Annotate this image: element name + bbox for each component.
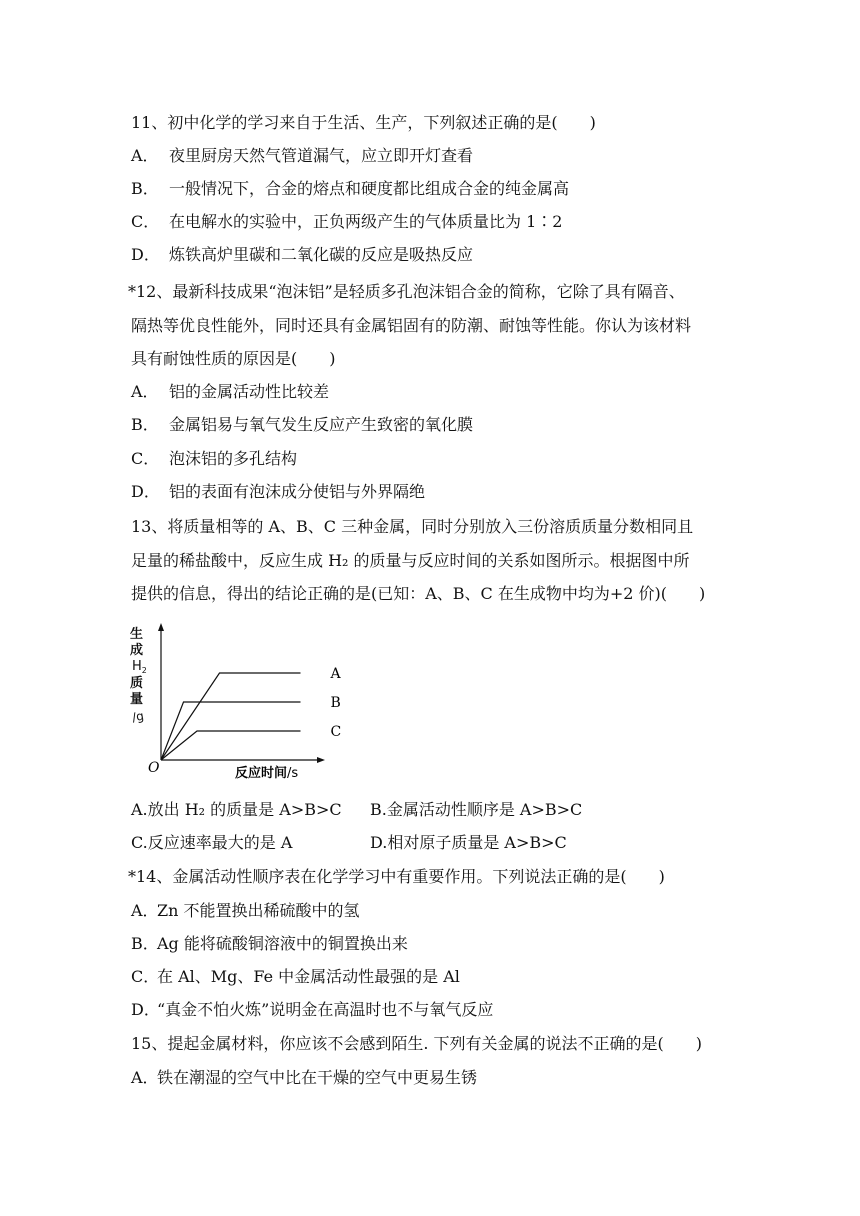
question-12-option-b <box>131 414 473 436</box>
question-13-option-c: C.反应速率最大的是 A <box>131 833 293 852</box>
question-12-stem-line-1: *12、最新科技成果“泡沫铝”是轻质多孔泡沫铝合金的简称，它除了具有隔音、 <box>128 282 685 301</box>
question-11-option-b <box>131 178 569 200</box>
option-text: 一般情况下，合金的熔点和硬度都比组成合金的纯金属高 <box>169 179 570 198</box>
option-letter: C． <box>131 449 160 468</box>
question-13-stem-line-3: 提供的信息，得出的结论正确的是(已知：A、B、C 在生成物中均为+2 价)( ) <box>131 584 706 603</box>
option-letter: A． <box>131 901 159 920</box>
option-text: Zn 不能置换出稀硫酸中的氢 <box>157 901 360 920</box>
option-letter: A． <box>131 382 159 401</box>
question-14-option-d <box>131 999 493 1021</box>
question-14-stem: *14、金属活动性顺序表在化学学习中有重要作用。下列说法正确的是( ) <box>128 867 665 886</box>
question-14-option-c <box>131 966 460 988</box>
option-text: 金属铝易与氧气发生反应产生致密的氧化膜 <box>169 415 474 434</box>
question-13-options-row-1 <box>131 799 582 821</box>
question-15-stem: 15、提起金属材料，你应该不会感到陌生. 下列有关金属的说法不正确的是( ) <box>131 1034 703 1053</box>
y-axis-label-4: 质 <box>130 676 144 691</box>
option-letter: B． <box>131 415 159 434</box>
series-line-c <box>161 731 301 760</box>
question-11-stem: 11、初中化学的学习来自于生活、生产，下列叙述正确的是( ) <box>131 113 596 132</box>
question-12-stem-line-3: 具有耐蚀性质的原因是( ) <box>131 349 336 368</box>
question-13-stem-line-2: 足量的稀盐酸中，反应生成 H₂ 的质量与反应时间的关系如图所示。根据图中所 <box>131 551 690 570</box>
y-axis-label-1: 生 <box>130 627 144 642</box>
question-12-option-d <box>131 481 425 503</box>
option-text: 在 Al、Mg、Fe 中金属活动性最强的是 Al <box>157 967 460 986</box>
question-11-option-c <box>131 211 562 233</box>
y-axis-label-5: 量 <box>130 692 144 707</box>
option-text: “真金不怕火炼”说明金在高温时也不与氧气反应 <box>157 1000 494 1019</box>
option-letter: C． <box>131 967 160 986</box>
question-12-stem-line-2: 隔热等优良性能外，同时还具有金属铝固有的防潮、耐蚀等性能。你认为该材料 <box>131 316 692 335</box>
option-text: 铝的金属活动性比较差 <box>169 382 330 401</box>
question-11-option-a <box>131 145 473 167</box>
x-axis-label: 反应时间/s <box>235 766 299 781</box>
y-axis-label-6: /g <box>131 708 145 725</box>
option-text: 炼铁高炉里碳和二氧化碳的反应是吸热反应 <box>169 245 474 264</box>
option-text: 夜里厨房天然气管道漏气，应立即开灯查看 <box>169 146 474 165</box>
question-13-stem-line-1: 13、将质量相等的 A、B、C 三种金属，同时分别放入三份溶质质量分数相同且 <box>131 517 694 536</box>
question-13-option-d: D.相对原子质量是 A>B>C <box>370 833 567 852</box>
x-axis-arrow <box>317 757 325 763</box>
question-12-option-c <box>131 448 297 470</box>
option-text: Ag 能将硫酸铜溶液中的铜置换出来 <box>157 934 408 953</box>
series-label-c: C <box>330 724 342 740</box>
question-15-option-a <box>131 1067 477 1089</box>
question-14-option-a <box>131 900 360 922</box>
y-axis-label-2: 成 <box>130 643 144 658</box>
series-line-a <box>161 673 301 760</box>
question-13-option-a: A.放出 H₂ 的质量是 A>B>C <box>131 800 342 819</box>
h2-mass-chart <box>128 620 342 781</box>
y-axis-label-3: $H_2$ <box>132 659 147 675</box>
question-12-option-a <box>131 381 329 403</box>
option-letter: D． <box>131 245 160 264</box>
y-axis-arrow <box>158 623 164 631</box>
question-13-option-b: B.金属活动性顺序是 A>B>C <box>370 800 583 819</box>
option-text: 铝的表面有泡沫成分使铝与外界隔绝 <box>169 482 426 501</box>
option-letter: B． <box>131 179 159 198</box>
option-letter: A． <box>131 146 159 165</box>
question-11-option-d <box>131 244 473 266</box>
option-text: 在电解水的实验中，正负两级产生的气体质量比为 1∶2 <box>169 212 563 231</box>
question-14-option-b <box>131 933 408 955</box>
option-text: 铁在潮湿的空气中比在干燥的空气中更易生锈 <box>157 1068 478 1087</box>
option-text: 泡沫铝的多孔结构 <box>169 449 298 468</box>
origin-label: O <box>148 760 160 776</box>
series-label-a: A <box>330 666 341 682</box>
option-letter: B． <box>131 934 159 953</box>
option-letter: D． <box>131 482 160 501</box>
option-letter: A． <box>131 1068 159 1087</box>
option-letter: C． <box>131 212 160 231</box>
question-13-options-row-2 <box>131 832 567 854</box>
series-label-b: B <box>330 695 341 711</box>
option-letter: D． <box>131 1000 160 1019</box>
